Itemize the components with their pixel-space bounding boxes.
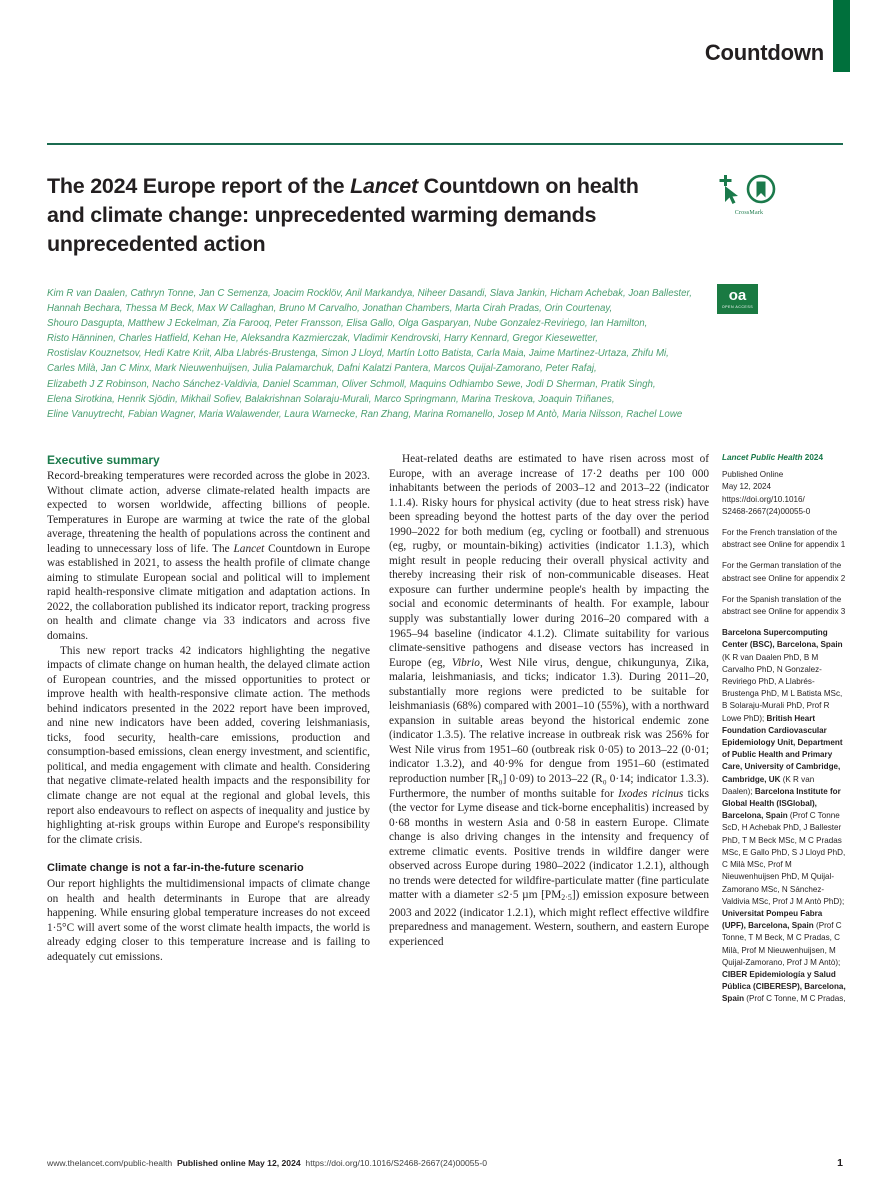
paragraph-executive-summary-1 <box>47 469 370 644</box>
author-line: Elena Sirotkina, Henrik Sjödin, Mikhail Sofiev, Balakrishnan Solaraju-Murali, Marco Springmann, Marina Treskova, Joaquin Triñanes, <box>47 393 615 405</box>
open-access-abbr: oa <box>728 287 747 304</box>
affiliation-authors: (K R van Daalen); <box>722 774 815 796</box>
inline-italic-vibrio: Vibrio <box>451 656 480 669</box>
affiliation-name: CIBER Epidemiología y Salud Pública (CIBERESP), Barcelona, Spain <box>722 969 846 1004</box>
footer-published-date: Published online May 12, 2024 <box>176 1158 301 1168</box>
affiliation-authors: (Prof C Tonne ScD, H Achebak PhD, J Ballester PhD, T M Beck MSc, M C Pradas MSc, E Gallo PhD, S J Lloyd PhD, C Milà MSc, Prof M Nieuwenhuijsen PhD, M Quijal-Zamorano MSc, N Sánchez-Valdivia MSc, Prof J M Antò PhD); <box>722 811 846 906</box>
doi-line-2[interactable]: S2468-2667(24)00055-0 <box>722 506 811 516</box>
paragraph-text: Record-breaking temperatures were recorded across the globe in 2023. Without climate action, adverse climate-related health impacts are expected to worsen worldwide, affecting billions of people. Temperatures in Europe are warming at twice the rate of the global average, threatening the health of populations across the continent and leading to unnecessary loss of life. The <box>47 470 370 555</box>
margin-translation-french: For the French translation of the abstract see Online for appendix 1 <box>722 528 846 550</box>
paragraph-text-c: ticks (the vector for Lyme disease and tick-borne encephalitis) increased by 0·68 months in western Asia and 0·58 in eastern Europe. Climate change is also driving changes in the intensity and frequency of extreme climatic events. Positive trends in wildfire danger were observed across Europe during 1980–2022 (indicator 1.2.1), although no trends were detected for wildfire-particulate matter (fine particulate matter with a diameter ≤2·5 µm [PM <box>389 787 709 902</box>
inline-italic-lancet: Lancet <box>233 542 265 555</box>
section-heading-executive-summary: Executive summary <box>47 453 160 467</box>
title-line-1-post: Countdown on health <box>417 174 639 198</box>
doi-line-1[interactable]: https://doi.org/10.1016/ <box>722 494 805 504</box>
author-line: Rostislav Kouznetsov, Hedi Katre Kriit, Alba Llabrés-Brustenga, Simon J Lloyd, Martín Lotto Batista, Carla Maia, Jaime Martinez-Urtaza, Zhifu Mi, <box>47 348 669 360</box>
paragraph-heat-related <box>389 452 709 950</box>
body-column-left <box>47 452 370 965</box>
margin-journal-year: 2024 <box>802 453 824 462</box>
affiliation-institution <box>722 714 843 796</box>
footer-page-number: 1 <box>837 1157 843 1169</box>
author-line: Hannah Bechara, Thessa M Beck, Max W Callaghan, Bruno M Carvalho, Jonathan Chambers, Marta Cirah Pradas, Orin Courtenay, <box>47 303 613 315</box>
paragraph-far-in-the-future-1: Our report highlights the multidimensional impacts of climate change on health and health determinants in Europe that are already happening. While ensuring global temperature increases do not exceed 1·5°C will avert some of the worst climate health impacts, the world is already edging closer to this temperature increase and is failing to adequately cut emissions. <box>47 878 370 963</box>
margin-journal-name: Lancet Public Health <box>722 453 803 462</box>
open-access-label: OPEN ACCESS <box>721 305 754 309</box>
title-line-3: unprecedented action <box>47 232 266 256</box>
affiliation-name: Universitat Pompeu Fabra (UPF), Barcelona, Spain <box>722 908 823 931</box>
subheading-far-in-the-future: Climate change is not a far-in-the-future scenario <box>47 862 304 875</box>
published-date: May 12, 2024 <box>722 482 772 492</box>
page-title <box>47 172 707 259</box>
affiliation-authors: (Prof C Tonne, M C Pradas, <box>744 994 846 1004</box>
margin-journal-citation <box>722 452 846 464</box>
running-head-accent-bar <box>833 0 850 72</box>
published-online-label: Published Online <box>722 470 784 480</box>
affiliation-name: Barcelona Institute for Global Health (ISGlobal), Barcelona, Spain <box>722 786 841 821</box>
running-head <box>0 0 882 112</box>
body-column-right <box>389 452 709 950</box>
author-line: Elizabeth J Z Robinson, Nacho Sánchez-Valdivia, Daniel Scamman, Oliver Schmoll, Maquins Odhiambo Sewe, Jodi D Sherman, Pratik Singh, <box>47 378 656 390</box>
crossmark-icon <box>718 174 780 212</box>
paragraph-text-a: Heat-related deaths are estimated to have risen across most of Europe, with an average increase of 17·2 deaths per 100 000 inhabitants between the periods of 2003–12 and 2013–22 (indicator 1.1.4). Risky hours for physical activity (due to heat stress risk) have been spreading beyond the hottest parts of the day over the period 1990–2022 for both medium (eg, cycling or football) and strenuous (eg, rugby, or mountain-biking) activities (indicator 1.1.3), which might result in people reducing their overall physical activity and thereby increasing their risk of non-communicable diseases. Heat exposure can further undermine people's health by impacting the social and economic determinants of health. For example, labour supply was substantially lower during 2016–20 compared with a 1965–94 baseline (indicator 4.1.2). Climate suitability for various climate-sensitive pathogens and disease vectors has increased in Europe (eg, <box>389 453 709 669</box>
affiliation-authors: (K R van Daalen PhD, B M Carvalho PhD, N Gonzalez-Reviriego PhD, A Llabrés-Brustenga PhD, M L Batista MSc, B Solaraju-Murali PhD, Prof R Lowe PhD); <box>722 652 843 723</box>
footer-journal-url[interactable]: www.thelancet.com/public-health <box>47 1158 173 1168</box>
paragraph-text-b: , West Nile virus, dengue, chikungunya, Zika, malaria, leishmaniasis, and ticks; indicator 1.3). During 2011–20, substantially more regions were predicted to be suitable for leishmaniasis (68%) compared with 2001–10 (55%), with a northward expansion in suitable areas beyond the historical endemic zone (indicator 1.3.5). The relative increase in outbreak risk was 256% for West Nile virus from 1951–60 (outbreak risk 0·05) to 2013–22 (0·01; indicator 1.3.2), and 40·9% for dengue from 1951–60 (estimated reproduction number [R₀] 0·09) to 2013–22 (R₀ 0·14; indicator 1.3.3). Furthermore, the number of months suitable for <box>389 656 709 800</box>
margin-publication-info <box>722 469 846 518</box>
page-footer <box>47 1158 843 1168</box>
title-line-2: and climate change: unprecedented warming demands <box>47 203 597 227</box>
author-line: Risto Hänninen, Charles Hatfield, Kehan He, Aleksandra Kazmierczak, Vladimir Kendrovski, Harry Kennard, Gregor Kiesewetter, <box>47 333 598 345</box>
title-journal-name: Lancet <box>350 174 418 198</box>
affiliation-name: Barcelona Supercomputing Center (BSC), Barcelona, Spain <box>722 628 843 650</box>
author-list <box>47 286 712 422</box>
inline-italic-ixodes-ricinus: Ixodes ricinus <box>618 787 684 800</box>
author-line: Eline Vanuytrecht, Fabian Wagner, Maria Walawender, Laura Warnecke, Ran Zhang, Marina Romanello, Josep M Antò, Maria Nilsson, Rachel Lowe <box>47 408 683 420</box>
affiliation-name: British Heart Foundation Cardiovascular Epidemiology Unit, Department of Public Health and Primary Care, University of Cambridge, Cambridge, UK <box>722 713 843 784</box>
author-line: Kim R van Daalen, Cathryn Tonne, Jan C Semenza, Joacim Rocklöv, Anil Markandya, Niheer Dasandi, Slava Jankin, Hicham Achebak, Joan Ballester, <box>47 288 692 299</box>
footer-doi[interactable]: https://doi.org/10.1016/S2468-2667(24)00055-0 <box>305 1158 487 1168</box>
margin-notes <box>722 452 846 1006</box>
paragraph-text-cont: Countdown in Europe was established in 2021, to assess the health profile of climate change aiming to stimulate European social and political will to implement rapid health-responsive climate mitigation and adaptation actions. In 2022, the collaboration published its indicator report, tracking progress on health and climate change via 33 indicators and across five domains. <box>47 542 370 643</box>
open-access-badge <box>717 284 758 314</box>
affiliation-institution <box>722 787 845 906</box>
title-line-1-pre: The 2024 Europe report of the <box>47 174 351 198</box>
paragraph-text-d: ]) emission exposure between 2003 and 2022 (indicator 1.2.1), which might reflect effective wildfire preparedness and management. Western, southern, and eastern Europe experienced <box>389 889 709 949</box>
running-head-title: Countdown <box>704 40 824 65</box>
author-line: Carles Milà, Jan C Minx, Mark Nieuwenhuijsen, Julia Palamarchuk, Dafni Kalatzi Pantera, Marcos Quijal-Zamorano, Peter Rafaj, <box>47 363 597 375</box>
affiliation-institution <box>722 628 843 722</box>
margin-translation-spanish: For the Spanish translation of the abstract see Online for appendix 3 <box>722 594 846 617</box>
affiliation-authors: (Prof C Tonne, T M Beck, M C Pradas, C Milà, Prof M Nieuwenhuijsen, M Quijal-Zamorano, Prof J M Antò); <box>722 921 842 967</box>
crossmark-logo[interactable] <box>718 174 780 222</box>
affiliation-institution <box>722 909 842 967</box>
paragraph-executive-summary-2: This new report tracks 42 indicators highlighting the negative impacts of climate change on human health, the delayed climate action of European countries, and the missed opportunities to protect or improve health with health-responsive climate action. The methods behind indicators presented in the 2022 report have been improved, and nine new indicators have been added, covering leishmaniasis, ticks, food security, health-care emissions, production and consumption-based emissions, clean energy investment, and scientific, political, and media engagement with climate and health. Considering that negative climate-related health impacts and the responsibility for climate change are not equal at the regional and global levels, this report also endeavours to reflect on aspects of inequality and justice by highlighting at-risk groups within Europe and Europe's responsibility for the climate crisis. <box>47 644 370 846</box>
header-divider <box>47 143 843 145</box>
margin-affiliations <box>722 627 846 1005</box>
author-line: Shouro Dasgupta, Matthew J Eckelman, Zia Farooq, Peter Fransson, Elisa Gallo, Olga Gasparyan, Nube Gonzalez-Reviriego, Ian Hamilton, <box>47 318 648 330</box>
article-title-block <box>47 172 707 259</box>
affiliation-institution <box>722 970 846 1003</box>
margin-translation-german: For the German translation of the abstract see Online for appendix 2 <box>722 561 846 583</box>
inline-subscript-pm25: 2·5 <box>561 893 572 903</box>
crossmark-label: CrossMark <box>734 210 764 216</box>
